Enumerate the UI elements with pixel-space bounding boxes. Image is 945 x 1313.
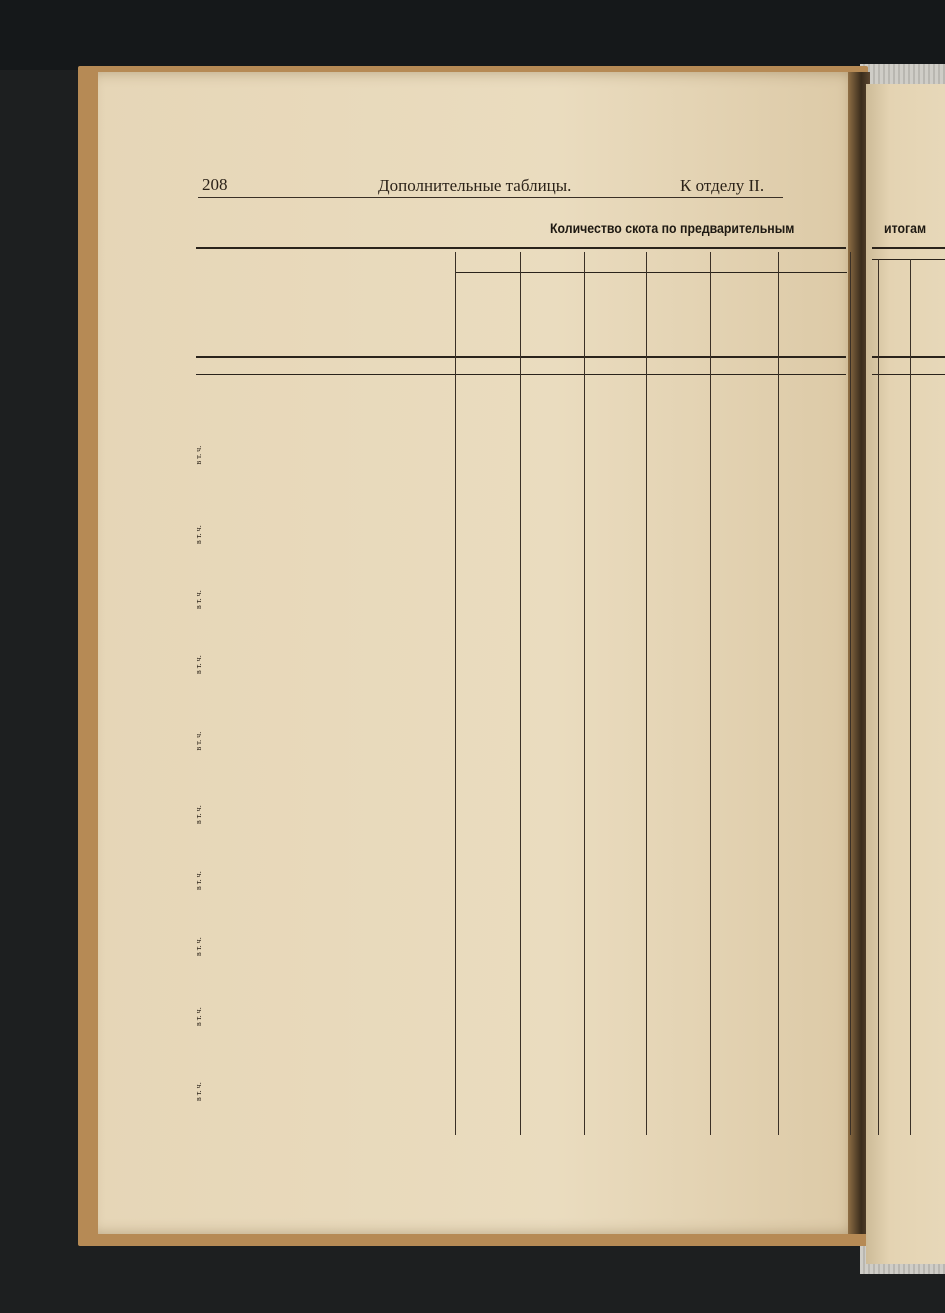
group-rule-right [872, 259, 945, 260]
bracket-label: в т. ч. [194, 936, 203, 956]
column-line [878, 259, 879, 1135]
table-top-rule-right [872, 247, 945, 249]
column-line [910, 259, 911, 1135]
header-bottom-rule [196, 356, 846, 358]
table-title-continued: итогам [884, 220, 927, 236]
colnum-rule-right [872, 374, 945, 375]
bracket-label: в т. ч. [194, 524, 203, 544]
column-line [520, 252, 521, 1135]
table-top-rule [196, 247, 846, 249]
background-top [0, 0, 945, 70]
bracket-label: в т. ч. [194, 730, 203, 750]
group-rule [455, 272, 847, 273]
header-rule [198, 197, 783, 198]
bracket-label: в т. ч. [194, 445, 203, 465]
running-title: Дополнительные таблицы. [378, 176, 572, 195]
bracket-label: в т. ч. [194, 589, 203, 609]
column-line [710, 252, 711, 1135]
colnum-rule [196, 374, 846, 375]
column-line [646, 252, 647, 1135]
header-bottom-rule-right [872, 356, 945, 358]
table-title: Количество скота по предварительным [550, 220, 795, 236]
column-line [778, 252, 779, 1135]
bracket-label: в т. ч. [194, 870, 203, 890]
column-line [455, 252, 456, 1135]
bracket-label: в т. ч. [194, 804, 203, 824]
bracket-label: в т. ч. [194, 1006, 203, 1026]
section-label: К отделу II. [680, 176, 765, 195]
page-number: 208 [202, 175, 228, 194]
bracket-label: в т. ч. [194, 654, 203, 674]
column-line [850, 252, 851, 1135]
column-line [584, 252, 585, 1135]
bracket-label: в т. ч. [194, 1081, 203, 1101]
